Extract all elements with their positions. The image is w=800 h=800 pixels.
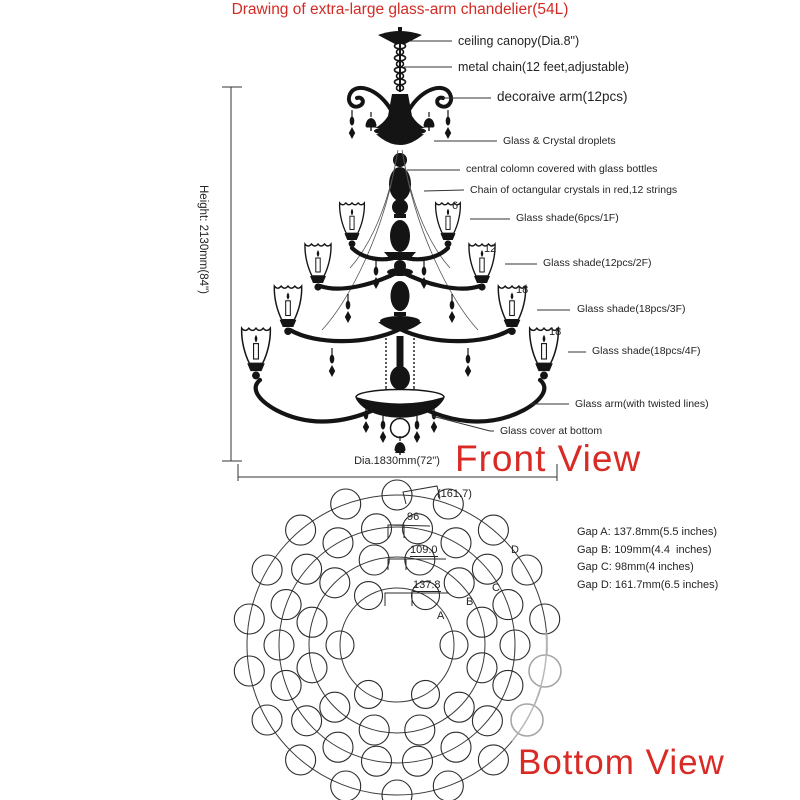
ring-label-c: C: [492, 582, 500, 594]
ring-d-measurement: (161.7): [437, 488, 472, 500]
count-tier3: 18: [516, 284, 529, 296]
count-tier1: 6: [452, 200, 459, 212]
ring-label-a: A: [437, 610, 445, 622]
front-view-caption: Front View: [455, 438, 642, 479]
central-column-shape: [374, 94, 426, 390]
callout-glass-arm: Glass arm(with twisted lines): [575, 398, 709, 410]
bottom-view-caption: Bottom View: [518, 743, 725, 782]
metal-chain-shape: [395, 43, 406, 92]
ring-c-measurement: 96: [407, 511, 420, 523]
ring-a-measurement: 137.8: [413, 579, 441, 591]
bottom-view-rings: [234, 480, 559, 800]
callout-shade-1f: Glass shade(6pcs/1F): [516, 212, 619, 224]
callout-ceiling-canopy: ceiling canopy(Dia.8"): [458, 34, 580, 48]
count-tier2: 12: [484, 243, 497, 255]
callout-central-column: central colomn covered with glass bottles: [466, 163, 658, 175]
callout-droplets: Glass & Crystal droplets: [503, 135, 616, 147]
page-title: Drawing of extra-large glass-arm chandelier(54L): [231, 1, 569, 18]
callout-metal-chain: metal chain(12 feet,adjustable): [458, 60, 629, 74]
callout-shade-2f: Glass shade(12pcs/2F): [543, 257, 652, 269]
callout-shade-4f: Glass shade(18pcs/4F): [592, 345, 701, 357]
gap-c-label: Gap C: 98mm(4 inches): [577, 561, 694, 573]
count-tier4: 18: [549, 326, 562, 338]
callout-glass-cover: Glass cover at bottom: [500, 425, 603, 437]
callout-crystal-chain: Chain of octangular crystals in red,12 strings: [470, 184, 678, 196]
callout-decorative-arm: decoraive arm(12pcs): [497, 89, 628, 104]
gap-b-label: Gap B: 109mm(4.4 inches): [577, 543, 712, 556]
watermark: [511, 632, 561, 741]
ring-label-d: D: [511, 544, 519, 556]
gap-legend: [577, 524, 718, 594]
callout-shade-3f: Glass shade(18pcs/3F): [577, 303, 686, 315]
gap-d-label: Gap D: 161.7mm(6.5 inches): [577, 578, 719, 591]
gap-a-label: Gap A: 137.8mm(5.5 inches): [577, 526, 718, 538]
ring-b-measurement: 109.0: [410, 544, 438, 556]
ring-label-b: B: [466, 596, 474, 608]
diameter-dimension-label: Dia.1830mm(72"): [354, 455, 440, 467]
height-dimension: [222, 87, 242, 461]
height-dimension-label: Height: 2130mm(84"): [197, 185, 209, 294]
ceiling-canopy-shape: [378, 31, 422, 44]
